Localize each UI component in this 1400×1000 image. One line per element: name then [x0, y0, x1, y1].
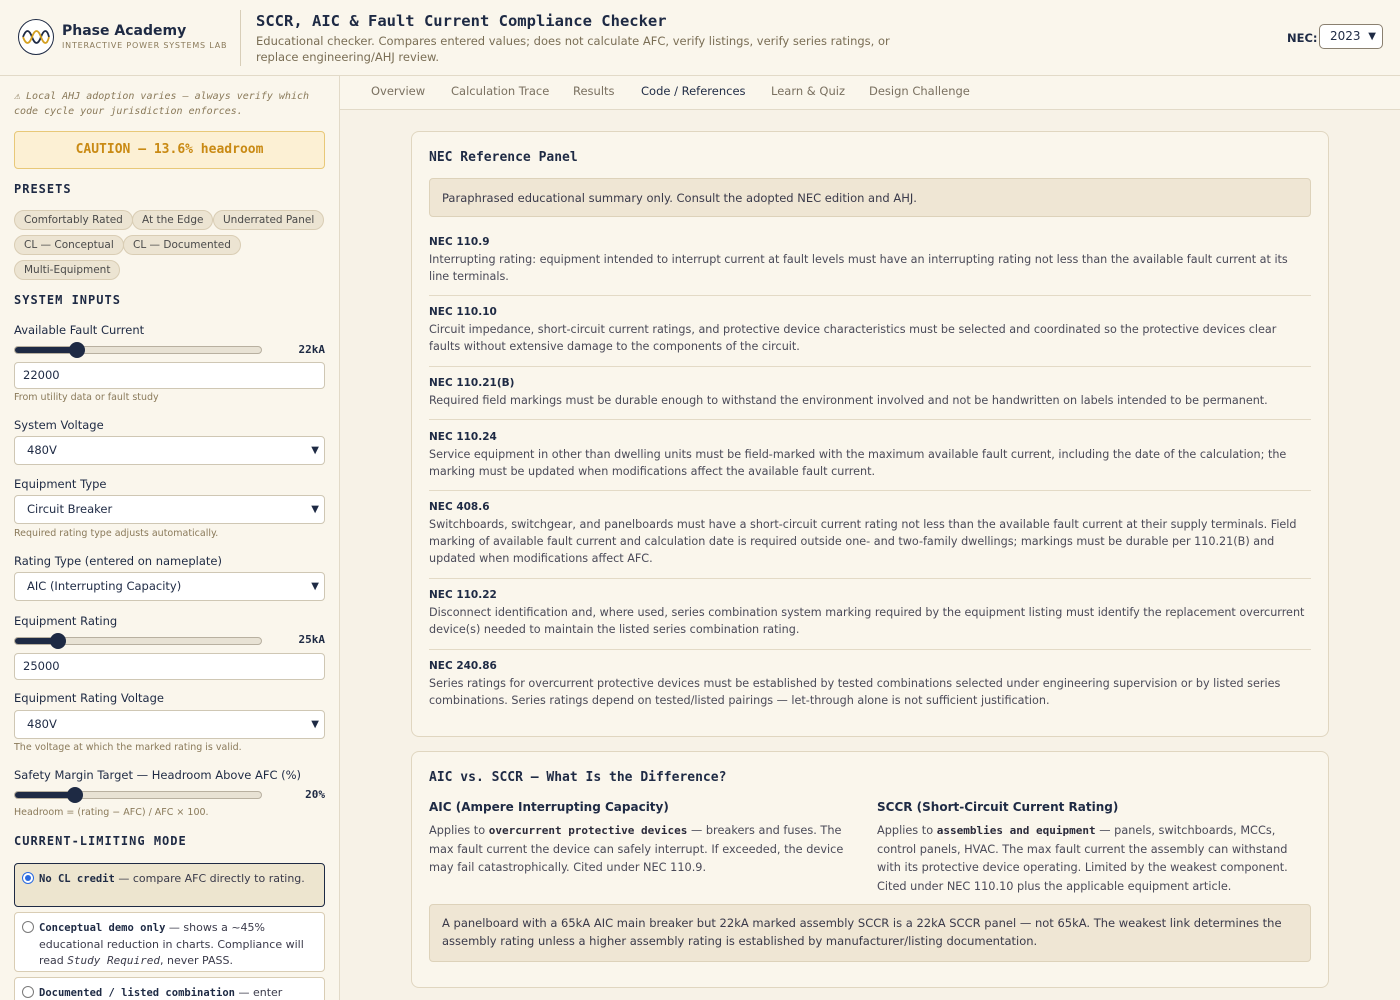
- safety-margin-label: Safety Margin Target — Headroom Above AFC (%): [14, 768, 302, 782]
- equipment-type-select[interactable]: [14, 495, 325, 524]
- reference-code: NEC 240.86: [429, 660, 497, 672]
- afc-label: Available Fault Current: [14, 323, 145, 337]
- brand-subtitle: INTERACTIVE POWER SYSTEMS LAB: [62, 41, 228, 50]
- cl-mode-conceptual-demo[interactable]: [14, 912, 325, 972]
- nec-edition-label: NEC:: [1287, 31, 1318, 45]
- safety-margin-helper: Headroom = (rating − AFC) / AFC × 100.: [14, 807, 209, 818]
- reference-code: NEC 110.10: [429, 306, 497, 318]
- aic-description: [429, 822, 863, 878]
- preset-multi-equipment[interactable]: Multi-Equipment: [14, 260, 120, 280]
- system-voltage-label: System Voltage: [14, 418, 104, 432]
- cl-mode-name: No CL credit: [39, 873, 115, 885]
- aic-vs-sccr-card: [411, 751, 1329, 988]
- chevron-down-icon: ▼: [311, 719, 319, 730]
- tab-results[interactable]: Results: [573, 84, 615, 98]
- rating-voltage-label: Equipment Rating Voltage: [14, 691, 164, 705]
- ahj-warning-note: ⚠ Local AHJ adoption varies — always verify which code cycle your jurisdiction enforces.: [14, 91, 310, 117]
- phase-wave-logo-icon: [18, 19, 54, 55]
- safety-margin-slider[interactable]: [14, 791, 262, 799]
- weakest-link-example: A panelboard with a 65kA AIC main breaker but 22kA marked assembly SCCR is a 22kA SCCR panel — not 65kA. The weakest link determines the assembly rating unless a higher assembly rating is established by manufacturer/listing documentation.: [429, 904, 1311, 962]
- cl-mode-emphasis: Study Required: [67, 954, 160, 967]
- tab-calculation-trace[interactable]: Calculation Trace: [451, 84, 550, 98]
- reference-item: [429, 306, 1311, 367]
- presets-heading: PRESETS: [14, 182, 72, 196]
- chevron-down-icon: ▼: [311, 504, 319, 515]
- afc-slider-value: 22kA: [298, 343, 325, 356]
- equipment-type-helper: Required rating type adjusts automatically.: [14, 528, 219, 539]
- sidebar: [0, 76, 340, 1000]
- preset-cl-conceptual[interactable]: CL — Conceptual: [14, 235, 124, 255]
- cl-mode-desc: — enter: [234, 986, 283, 999]
- safety-margin-slider-thumb[interactable]: [67, 787, 83, 803]
- reference-item: [429, 589, 1311, 650]
- reference-text: Switchboards, switchgear, and panelboards must have a short-circuit current rating not less than the available fault current at their supply terminals. Field marking of available fault current and calculation date is required outside one- and two-family dwellings; markings must be durable per 110.21(B) and updated when modifications affect AFC.: [429, 518, 1297, 565]
- sccr-desc-strong: assemblies and equipment: [936, 824, 1096, 837]
- tab-overview[interactable]: Overview: [371, 84, 426, 98]
- header-divider: [240, 10, 241, 66]
- preset-comfortably-rated[interactable]: Comfortably Rated: [14, 210, 133, 230]
- equipment-rating-label: Equipment Rating: [14, 614, 118, 628]
- reference-text: Disconnect identification and, where used, series combination system marking required by the equipment listing must identify the replacement overcurrent device(s) needed to maintain the listed series combination rating.: [429, 606, 1305, 636]
- reference-item: [429, 431, 1311, 491]
- chevron-down-icon: ▼: [311, 581, 319, 592]
- tab-design-challenge[interactable]: Design Challenge: [869, 84, 970, 98]
- reference-code: NEC 408.6: [429, 501, 490, 513]
- reference-code: NEC 110.22: [429, 589, 497, 601]
- nec-edition-select[interactable]: [1319, 24, 1383, 49]
- tab-learn-quiz[interactable]: Learn & Quiz: [771, 84, 845, 98]
- card-title: AIC vs. SCCR — What Is the Difference?: [429, 770, 727, 785]
- rating-voltage-helper: The voltage at which the marked rating is valid.: [14, 742, 242, 753]
- radio-button-selected[interactable]: [22, 872, 34, 884]
- reference-code: NEC 110.9: [429, 236, 490, 248]
- system-voltage-value: 480V: [27, 443, 57, 457]
- reference-code: NEC 110.24: [429, 431, 497, 443]
- sccr-title: SCCR (Short-Circuit Current Rating): [877, 800, 1119, 814]
- cl-mode-no-credit[interactable]: [14, 863, 325, 907]
- page-title: SCCR, AIC & Fault Current Compliance Checker: [256, 12, 667, 30]
- reference-text: Interrupting rating: equipment intended to interrupt current at fault levels must have an interrupting rating not less than the available fault current at its line terminals.: [429, 253, 1288, 283]
- preset-cl-documented[interactable]: CL — Documented: [123, 235, 241, 255]
- reference-item: [429, 236, 1311, 296]
- system-inputs-heading: SYSTEM INPUTS: [14, 293, 121, 307]
- reference-code: NEC 110.21(B): [429, 377, 515, 389]
- cl-mode-desc: — compare AFC directly to rating.: [114, 872, 305, 885]
- rating-voltage-value: 480V: [27, 717, 57, 731]
- brand-name: Phase Academy: [62, 23, 187, 39]
- reference-text: Required field markings must be durable enough to withstand the environment involved and not be handwritten on labels intended to be permanent.: [429, 394, 1268, 407]
- nec-reference-card: [411, 131, 1329, 737]
- aic-desc-strong: overcurrent protective devices: [488, 824, 688, 837]
- aic-title: AIC (Ampere Interrupting Capacity): [429, 800, 669, 814]
- preset-at-the-edge[interactable]: At the Edge: [132, 210, 213, 230]
- sccr-description: [877, 822, 1301, 896]
- current-limiting-heading: CURRENT-LIMITING MODE: [14, 834, 187, 848]
- sccr-desc-post: — panels, switchboards, MCCs, control panels, HVAC. The max fault current the assembly can withstand with its protective device operating. Limited by the weakest component. Cited under NEC 110.10 plus the applicable equipment article.: [877, 824, 1288, 893]
- nec-edition-value: 2023: [1330, 29, 1361, 43]
- reference-text: Series ratings for overcurrent protective devices must be established by tested combinations selected under engineering supervision or by listed series combinations. Series ratings depend on tested/listed pairings — let-through alone is not sufficient justification.: [429, 677, 1281, 707]
- cl-mode-desc-tail: , never PASS.: [160, 954, 233, 967]
- equipment-rating-slider[interactable]: [14, 637, 262, 645]
- chevron-down-icon: ▼: [1368, 31, 1376, 42]
- status-badge: CAUTION — 13.6% headroom: [14, 131, 325, 169]
- cl-mode-documented[interactable]: [14, 977, 325, 1000]
- app-header: [0, 0, 1400, 76]
- equipment-rating-input[interactable]: 25000: [14, 653, 325, 680]
- tab-bar: [340, 76, 1400, 110]
- tab-code-references[interactable]: Code / References: [641, 84, 746, 98]
- cl-mode-desc: — shows a ~45% educational reduction in charts. Compliance will read: [39, 921, 304, 967]
- afc-slider-thumb[interactable]: [69, 342, 85, 358]
- rating-voltage-select[interactable]: [14, 710, 325, 739]
- safety-margin-slider-value: 20%: [305, 788, 325, 801]
- reference-item: [429, 377, 1311, 420]
- card-title: NEC Reference Panel: [429, 150, 578, 165]
- afc-slider[interactable]: [14, 346, 262, 354]
- equipment-type-label: Equipment Type: [14, 477, 107, 491]
- page-description: Educational checker. Compares entered values; does not calculate AFC, verify listings, verify series ratings, or replace engineering/AHJ review.: [256, 34, 890, 64]
- rating-type-select[interactable]: [14, 572, 325, 601]
- radio-button[interactable]: [22, 986, 34, 998]
- preset-underrated-panel[interactable]: Underrated Panel: [213, 210, 324, 230]
- aic-desc-pre: Applies to: [429, 824, 489, 837]
- reference-item: [429, 660, 1311, 720]
- rating-type-value: AIC (Interrupting Capacity): [27, 579, 182, 593]
- radio-button[interactable]: [22, 921, 34, 933]
- equipment-type-value: Circuit Breaker: [27, 502, 113, 516]
- reference-text: Circuit impedance, short-circuit current ratings, and protective device characteristics must be selected and coordinated so the protective devices clear faults without extensive damage to the components of the circuit.: [429, 323, 1277, 353]
- cl-mode-name: Documented / listed combination: [39, 987, 235, 999]
- equipment-rating-slider-value: 25kA: [298, 633, 325, 646]
- rating-type-label: Rating Type (entered on nameplate): [14, 554, 222, 568]
- reference-text: Service equipment in other than dwelling units must be field-marked with the maximum available fault current, including the date of the calculation; the marking must be updated when modifications affect the available fault current.: [429, 448, 1287, 478]
- sccr-desc-pre: Applies to: [877, 824, 937, 837]
- equipment-rating-slider-thumb[interactable]: [50, 633, 66, 649]
- cl-mode-name: Conceptual demo only: [39, 922, 166, 934]
- paraphrase-note: Paraphrased educational summary only. Consult the adopted NEC edition and AHJ.: [429, 178, 1311, 217]
- afc-helper: From utility data or fault study: [14, 392, 159, 403]
- system-voltage-select[interactable]: [14, 436, 325, 465]
- chevron-down-icon: ▼: [311, 445, 319, 456]
- reference-item: [429, 501, 1311, 579]
- aic-desc-post: — breakers and fuses. The max fault current the device can safely interrupt. If exceeded, the device may fail catastrophically. Cited under NEC 110.9.: [429, 824, 844, 874]
- afc-input[interactable]: 22000: [14, 362, 325, 389]
